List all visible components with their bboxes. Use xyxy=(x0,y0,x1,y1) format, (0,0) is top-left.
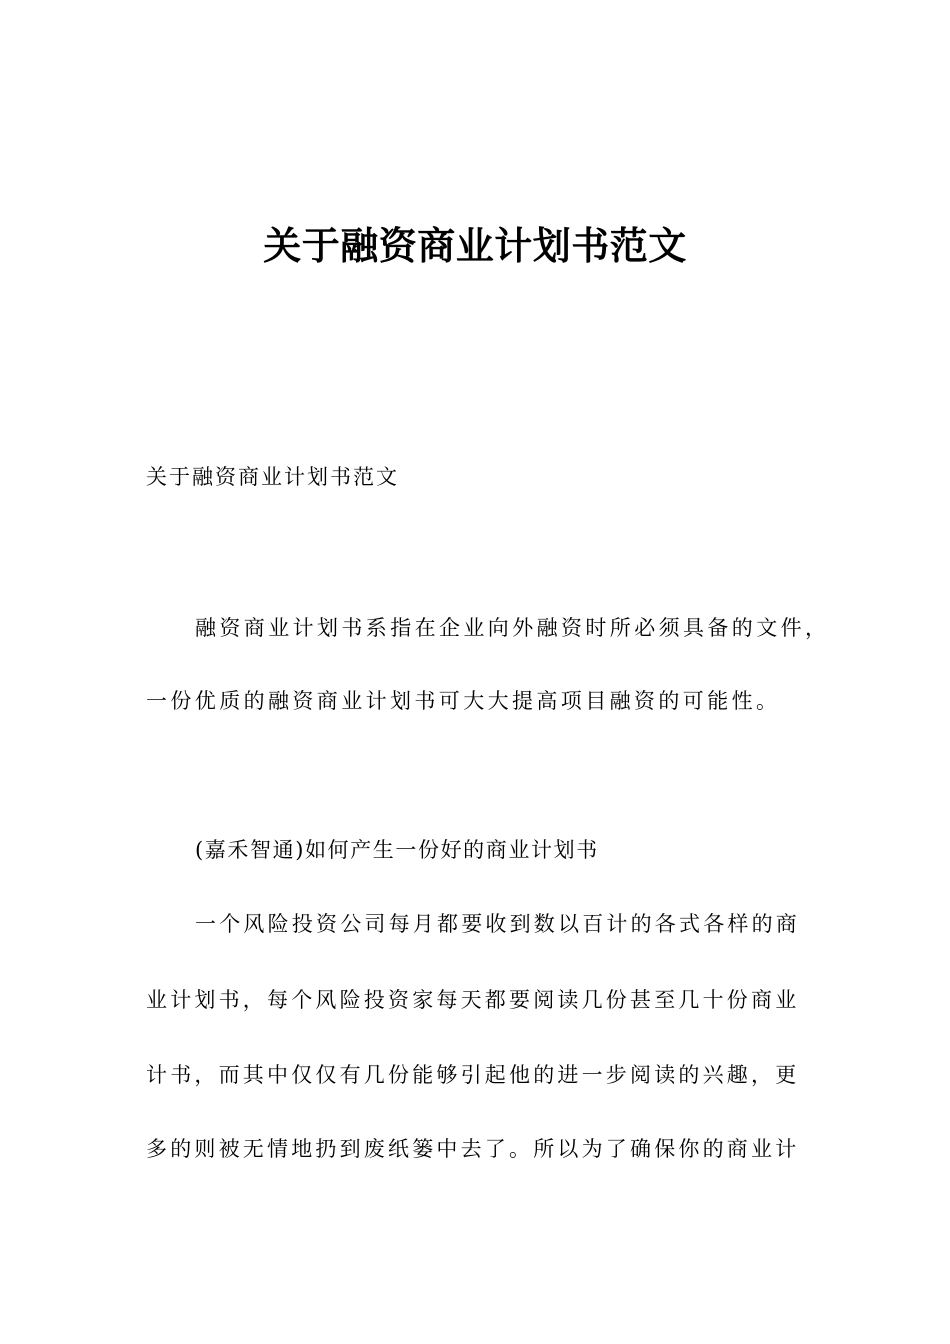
paragraph-2-line-1: 一个风险投资公司每月都要收到数以百计的各式各样的商 xyxy=(195,912,800,936)
paragraph-1-line-2: 一份优质的融资商业计划书可大大提高项目融资的可能性。 xyxy=(146,689,781,713)
paragraph-2-line-4: 多的则被无情地扔到废纸篓中去了。所以为了确保你的商业计 xyxy=(146,1137,800,1161)
document-subtitle: 关于融资商业计划书范文 xyxy=(146,465,399,489)
paragraph-1-line-1: 融资商业计划书系指在企业向外融资时所必须具备的文件， xyxy=(195,616,830,640)
paragraph-2-line-2: 业计划书，每个风险投资家每天都要阅读几份甚至几十份商业 xyxy=(146,988,800,1012)
section-heading: (嘉禾智通)如何产生一份好的商业计划书 xyxy=(195,838,599,862)
document-title: 关于融资商业计划书范文 xyxy=(263,224,687,268)
paragraph-2-line-3: 计书，而其中仅仅有几份能够引起他的进一步阅读的兴趣，更 xyxy=(146,1063,800,1087)
